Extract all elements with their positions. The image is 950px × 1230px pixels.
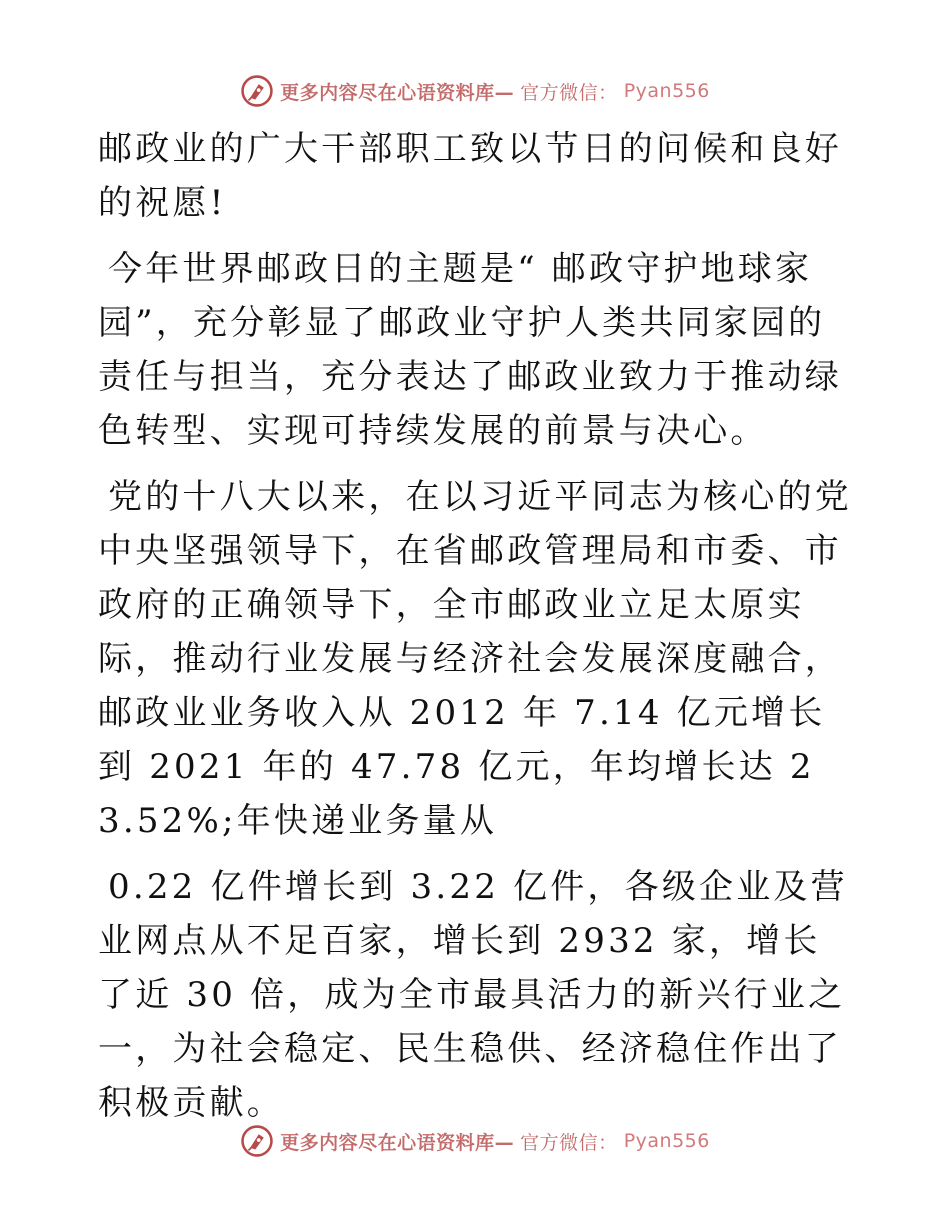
- watermark-wechat-label: 官方微信：: [520, 81, 618, 104]
- paragraph-4: 0.22 亿件增长到 3.22 亿件，各级企业及营业网点从不足百家，增长到 2932 家，增长了近 30 倍，成为全市最具活力的新兴行业之一，为社会稳定、民生稳供、经济稳住作出了积极贡献。: [98, 867, 848, 1123]
- header-watermark: [0, 74, 950, 108]
- watermark-wechat-id: Pyan556: [623, 1130, 710, 1152]
- footer-watermark: [0, 1124, 950, 1158]
- paragraph-2: 今年世界邮政日的主题是“ 邮政守护地球家园”，充分彰显了邮政业守护人类共同家园的责任与担当，充分表达了邮政业致力于推动绿色转型、实现可持续发展的前景与决心。: [98, 249, 842, 451]
- watermark-wechat-label: 官方微信：: [520, 1131, 618, 1154]
- pen-nib-logo-icon: [240, 1124, 274, 1158]
- document-body: [98, 122, 853, 1142]
- watermark-main-text: 更多内容尽在心语资料库—: [280, 1131, 515, 1154]
- watermark-wechat-id: Pyan556: [623, 80, 710, 102]
- watermark-main-text: 更多内容尽在心语资料库—: [280, 81, 515, 104]
- pen-nib-logo-icon: [240, 74, 274, 108]
- paragraph-3: 党的十八大以来，在以习近平同志为核心的党中央坚强领导下，在省邮政管理局和市委、市政府的正确领导下，全市邮政业立足太原实际，推动行业发展与经济社会发展深度融合，邮政业业务收入从 2012 年 7.14 亿元增长到 2021 年的 47.78 亿元，年均增长达 23.52%;年快递业务量从: [98, 477, 852, 841]
- paragraph-1: 邮政业的广大干部职工致以节日的问候和良好的祝愿!: [98, 129, 842, 223]
